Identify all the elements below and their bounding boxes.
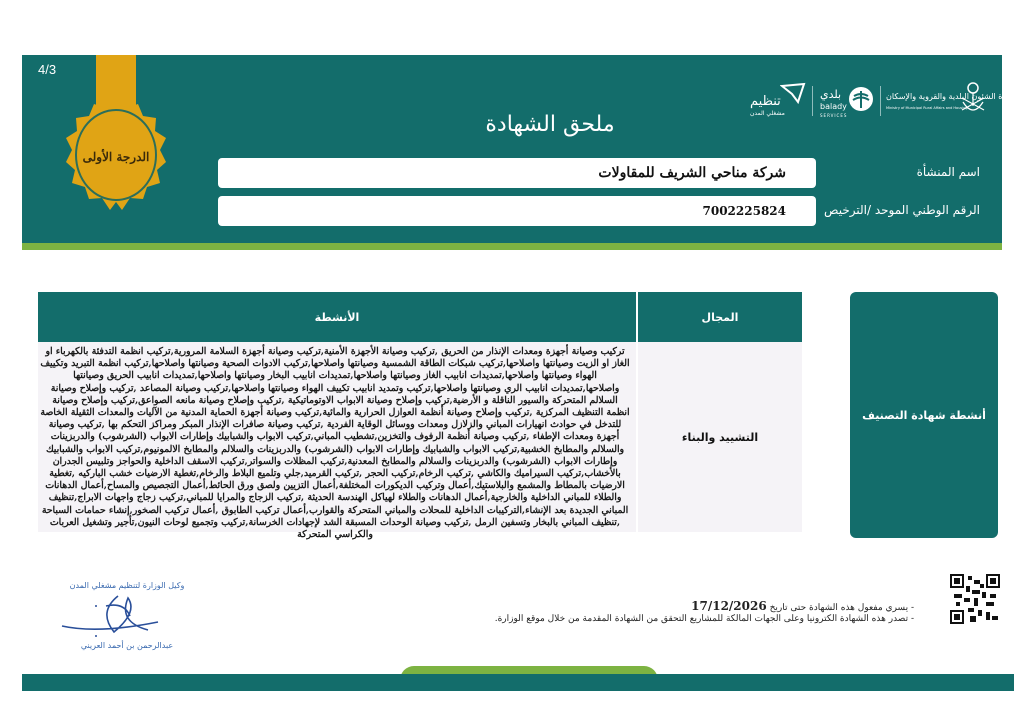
national-number-value: 7002225824	[702, 204, 786, 218]
establishment-name-value: شركة مناحي الشريف للمقاولات	[598, 165, 786, 181]
national-number-field	[218, 196, 816, 226]
classification-activities-label: أنشطة شهادة التصنيف	[850, 292, 998, 538]
tanzeem-arrow-icon	[780, 82, 806, 104]
establishment-name-label: اسم المنشأة	[916, 165, 980, 179]
balady-logo-sub: SERVICES	[820, 113, 848, 118]
establishment-name-field	[218, 158, 816, 188]
page-number: 4/3	[38, 62, 57, 77]
balady-logo-english: balady	[820, 102, 847, 111]
tanzeem-logo-text: تنظيم	[750, 94, 781, 109]
footer-bar	[22, 674, 1014, 691]
validity-prefix: - يسري مفعول هذه الشهادة حتى تاريخ	[769, 603, 914, 613]
signatory-name: عبدالرحمن بن أحمد العريني	[80, 641, 174, 650]
validity-date: 17/12/2026	[691, 599, 767, 613]
ministry-logo-arabic: وزارة الشئون البلدية والقروية والإسكان	[886, 92, 1017, 101]
signature-image	[58, 592, 168, 642]
tanzeem-logo-subtext: مشغلي المدن	[750, 110, 785, 117]
logos-area	[740, 78, 1017, 128]
logo-divider	[880, 86, 881, 116]
saudi-emblem-icon	[958, 80, 988, 120]
header-accent-stripe	[22, 243, 1002, 250]
grade-label: الدرجة الأولى	[82, 150, 150, 164]
verification-note: - تصدر هذه الشهادة الكترونيا وعلى الجهات المالكة للمشاريع التحقق من الشهادة المقدمة من خلال موقع الوزارة.	[494, 614, 914, 624]
field-column-header: المجال	[638, 292, 802, 342]
national-number-label: الرقم الوطني الموحد /الترخيص	[824, 203, 980, 217]
validity-note	[691, 599, 914, 613]
qr-code-icon[interactable]	[950, 574, 1000, 624]
logo-divider	[812, 86, 813, 116]
activities-list-text: تركيب وصيانة أجهزة ومعدات الإنذار من الحريق ,تركيب وصيانة الأجهزة الأمنية,تركيب وصيانة أجهزة السلامة المرورية,تركيب انظمة التدفئة بالكهرباء او الغاز او الزيت وصيانتها واصلاحها,تركيب شبكات الطاقة الشمسية وصيانتها واصلاحها,تركيب الادوات الصحية وصيانتها واصلاحها,تركيب انظمة التبريد وتكييف الهواء وصيانتها واصلاحها,تمديدات انابيب الغاز وصيانتها واصلاحها,تمديدات انابيب البخار وصيانتها واصلاحها,تمديدات انابيب الحريق وصيانتها واصلاحها,تمديدات انابيب الري وصيانتها واصلاحها,تركيب وتمديد انابيب تكييف الهواء وصيانتها واصلاحها,تركيب وصيانة المصاعد ,تركيب وإصلاح وصيانة السلالم المتحركة والسيور الناقلة و الأرضية,تركيب وإصلاح وصيانة الابواب الاوتوماتيكية ,تركيب وإصلاح وصيانة مانعه الصواعق,تركيب وإصلاح وصيانة انظمة التنظيف المركزية ,تركيب وإصلاح وصيانة أنظمة العوازل الحرارية والمائية,تركيب وصيانة أجهزة الحماية المدنية من الآليات والمعدات الثقيلة الخاصة للتدخل في حوادث انهيارات المباني والزلازل ومعدات ووسائل الوقاية الفردية ,تركيب وصيانة صافرات الإنذار المبكر ومراكز التحكم بها ,تركيب وصيانة أجهزة ومعدات الإطفاء ,تركيب وصيانة أنظمة الرفوف والتخزين,تشطيب المباني,تركيب الابواب والشبابيك وإطارات الابواب (الشرشوب) والدربزينات والسلالم والمطابخ الخشبية,تركيب الابواب والشبابيك وإطارات الابواب (الشرشوب) والدربزينات والسلالم والمطابخ الالمونيوم,تركيب الابواب والشبابيك وإطارات الابواب (الشرشوب) والدربزينات والسلالم والمطابخ المعدنية,تركيب المظلات والسواتر,تركيب الاسقف الداخلية والحواجز وتلبيس الجدران بالأخشاب,تركيب السيراميك والكاشي ,تركيب الرخام,تركيب الحجر ,تركيب القرميد,جلي وتلميع البلاط والرخام,تغطية الارضيات خشب الباركيه ,تغطية الارضيات بالمطاط والمشمع والبلاستيك,أعمال وتركيب الديكورات المختلفة,أعمال التزيين ولصق ورق الحائط,أعمال التجصيص والمساح,أعمال الدهانات والطلاء للمباني الداخلية والخارجية,أعمال الدهانات والطلاء لهياكل الهندسة الحديثة ,تركيب الزجاج والمرايا للمباني,تركيب زجاج واجهات الابراج,تنظيف المباني الجديدة بعد الإنشاء,التركيبات الداخلية للمحلات والمباني المتحركة والقوارب,أعمال تركيب الطابوق ,أعمال تركيب الصخور,إنشاء حمامات السباحة ,تنظيف المباني بالبخار وتسفين الرمل ,تركيب وصيانة الوحدات المسبقة الشد لإجهادات الخرسانة,تركيب وتجميع لوحات النيون,تأجير وتشغيل العربات والكراسي المتحركة	[40, 346, 630, 541]
page-title: ملحق الشهادة	[485, 112, 615, 137]
ministry-logo-english: Ministry of Municipal Rural Affairs and Housing	[886, 106, 968, 110]
signatory-title: وكيل الوزارة لتنظيم مشغلي المدن	[69, 581, 185, 590]
balady-logo-arabic: بلدي	[820, 88, 842, 101]
field-cell: التشييد والبناء	[638, 342, 802, 532]
balady-palm-icon	[848, 86, 874, 112]
activities-column-header: الأنشطة	[38, 292, 636, 342]
